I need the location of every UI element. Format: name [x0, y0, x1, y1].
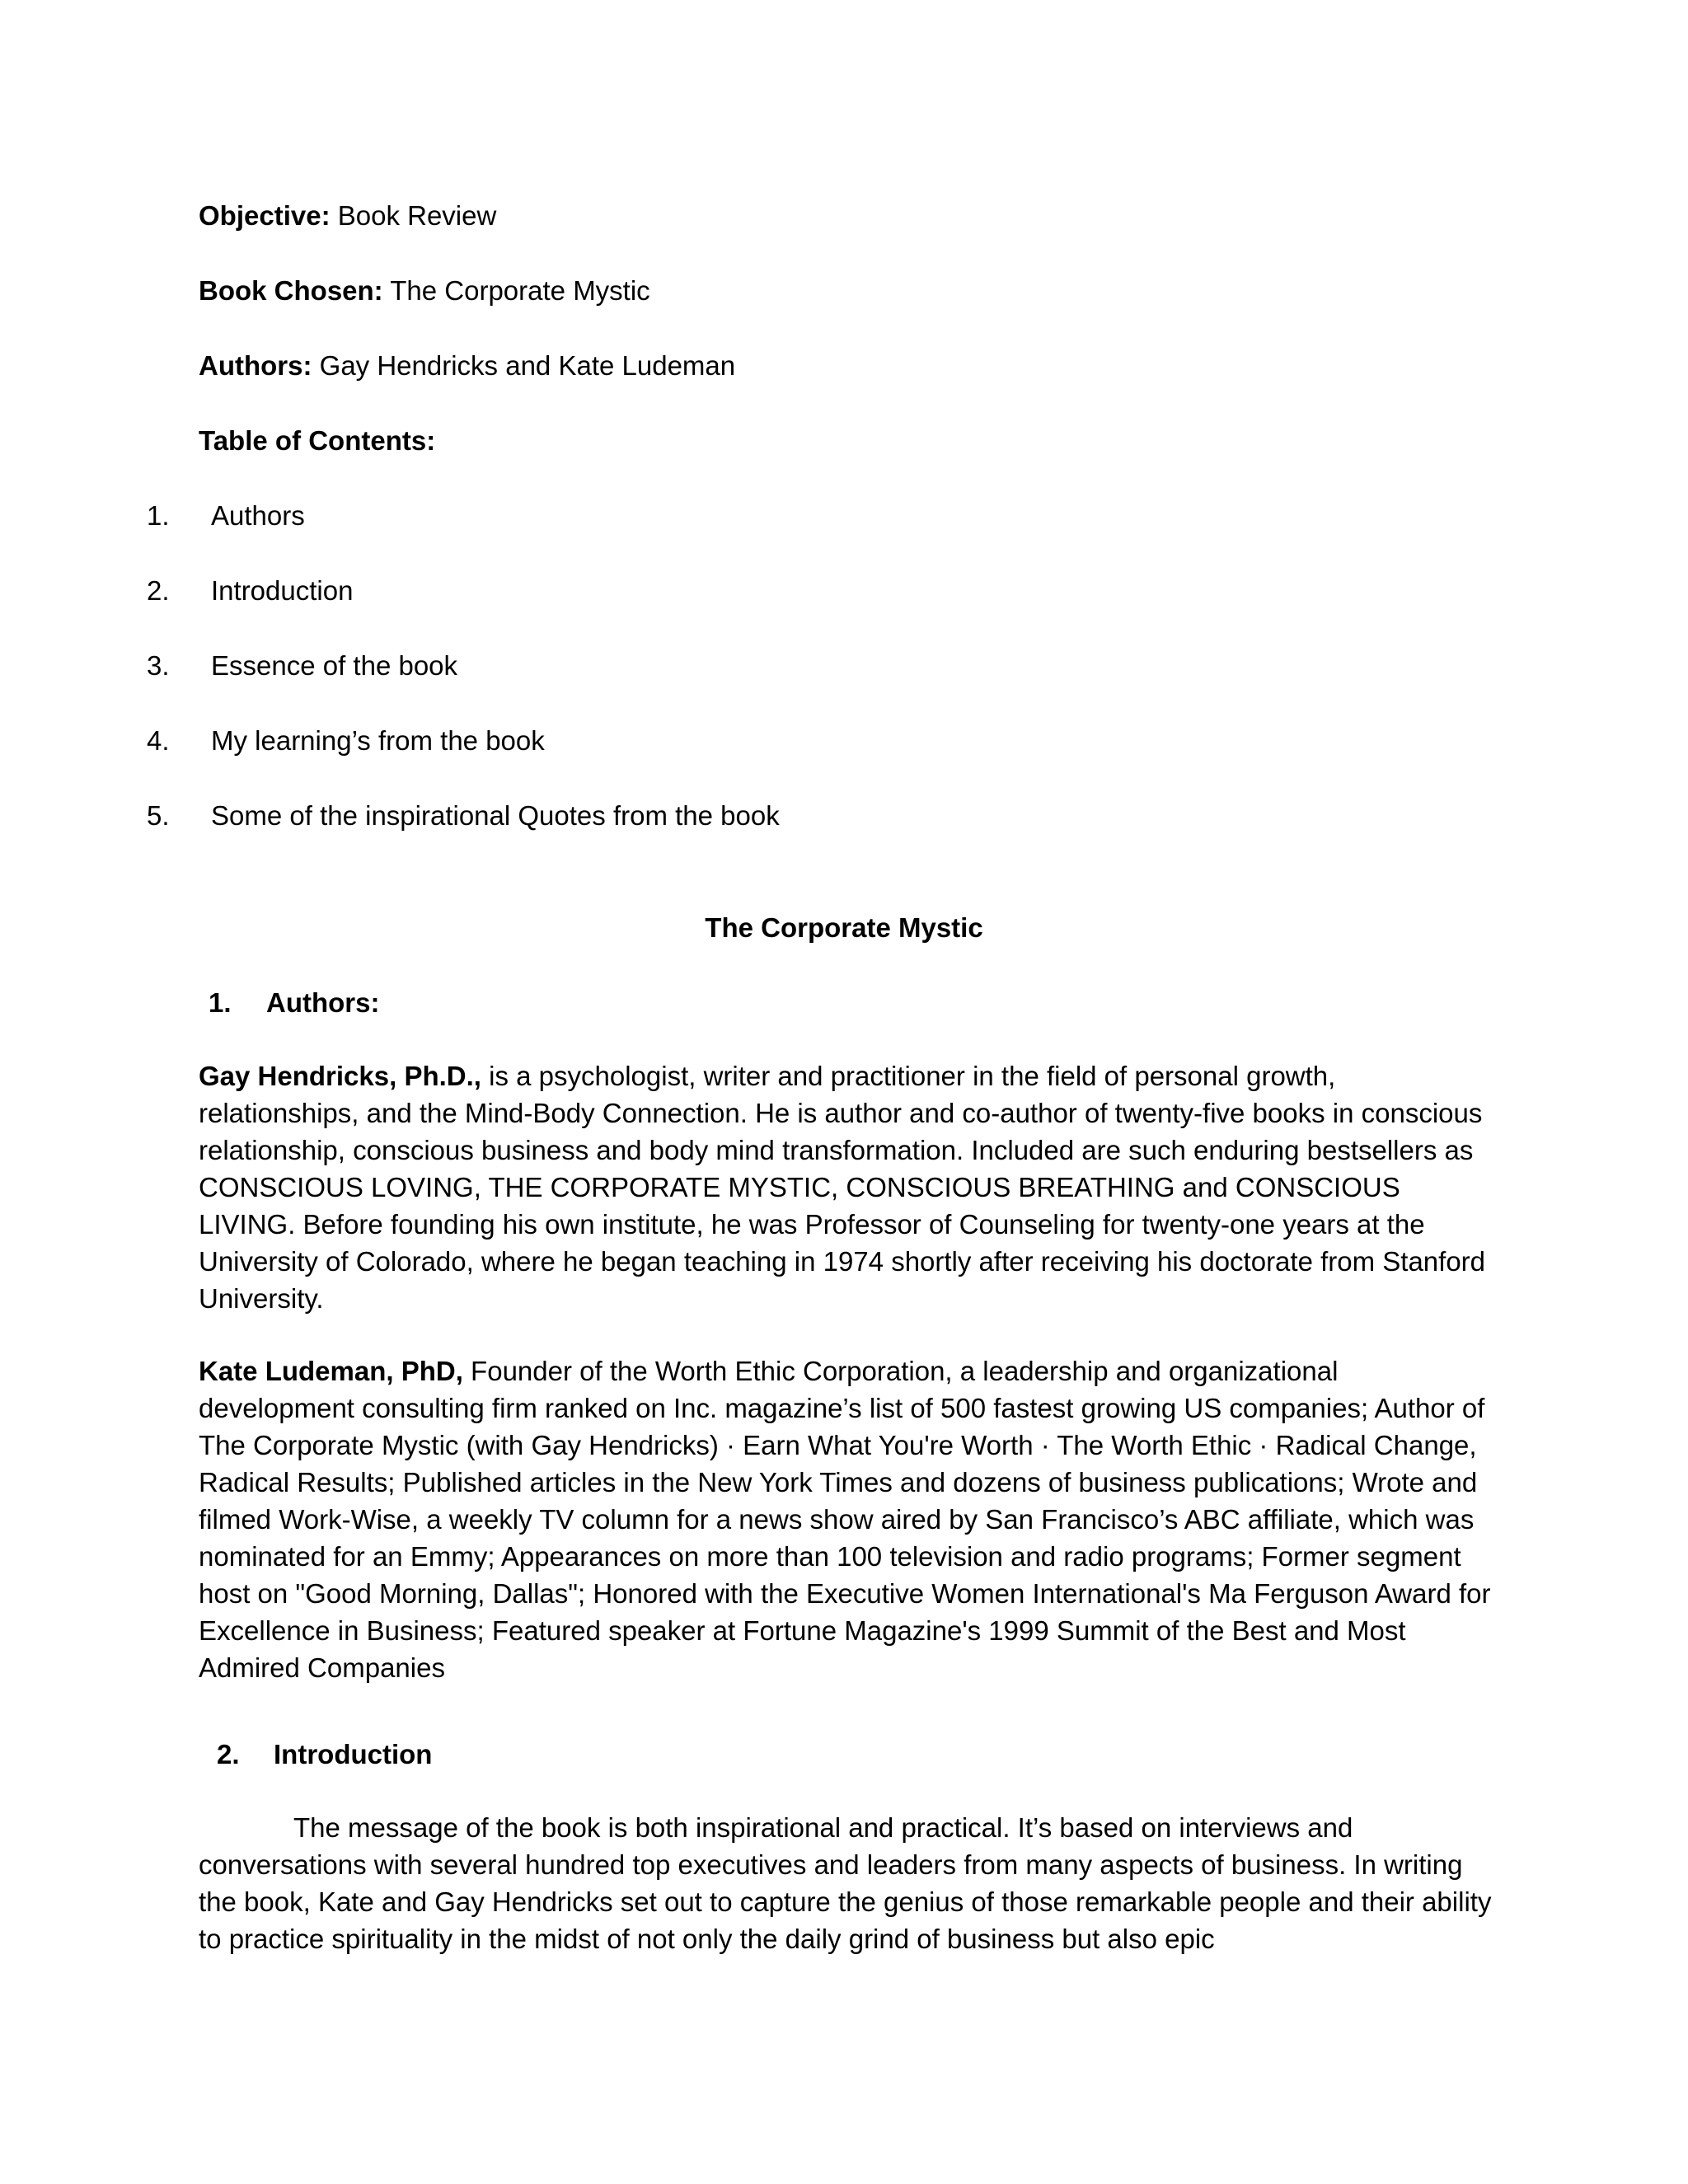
section-number: 2.	[217, 1739, 240, 1769]
toc-number: 3.	[147, 650, 170, 681]
toc-item: Authors	[211, 500, 305, 531]
objective-value: Book Review	[337, 200, 497, 231]
book-chosen-value: The Corporate Mystic	[390, 275, 650, 306]
toc-label: Table of Contents:	[199, 425, 436, 456]
section-heading-introduction: Introduction	[274, 1739, 433, 1769]
toc-item: Introduction	[211, 575, 354, 606]
book-chosen-label: Book Chosen:	[199, 275, 383, 306]
objective-label: Objective:	[199, 200, 331, 231]
book-chosen-line	[199, 277, 650, 304]
toc-number: 1.	[147, 500, 170, 531]
authors-line	[199, 352, 735, 379]
document-title: The Corporate Mystic	[705, 912, 983, 943]
objective-line	[199, 202, 496, 229]
toc-item: Some of the inspirational Quotes from the book	[211, 800, 780, 831]
toc-item: My learning’s from the book	[211, 725, 545, 756]
introduction-paragraph: The message of the book is both inspirational and practical. It’s based on interviews and conversations with several hundred top executives and leaders from many aspects of business. In writing the book, Kate and Gay Hendricks set out to capture the genius of those remarkable people and their ability to practice spirituality in the midst of not only the daily grind of business but also epic	[199, 1812, 1492, 1954]
kate-ludeman-paragraph	[199, 1352, 1501, 1686]
kate-ludeman-name: Kate Ludeman, PhD,	[199, 1356, 463, 1386]
kate-ludeman-bio: Founder of the Worth Ethic Corporation, a leadership and organizational development consulting firm ranked on Inc. magazine’s list of 500 fastest growing US companies; Author of The Corporate Mystic (with Gay Hendricks) · Earn What You're Worth · The Worth Ethic · Radical Change, Radical Results; Published articles in the New York Times and dozens of business publications; Wrote and filmed Work-Wise, a weekly TV column for a news show aired by San Francisco’s ABC affiliate, which was nominated for an Emmy; Appearances on more than 100 television and radio programs; Former segment host on "Good Morning, Dallas"; Honored with the Executive Women International's Ma Ferguson Award for Excellence in Business; Featured speaker at Fortune Magazine's 1999 Summit of the Best and Most Admired Companies	[199, 1356, 1491, 1683]
toc-number: 5.	[147, 800, 170, 831]
section-heading-authors: Authors:	[266, 987, 380, 1018]
section-number: 1.	[209, 987, 232, 1018]
gay-hendricks-bio: is a psychologist, writer and practitioner in the field of personal growth, relationships, and the Mind-Body Connection. He is author and co-author of twenty-five books in conscious relationship, conscious business and body mind transformation. Included are such enduring bestsellers as CONSCIOUS LOVING, THE CORPORATE MYSTIC, CONSCIOUS BREATHING and CONSCIOUS LIVING. Before founding his own institute, he was Professor of Counseling for twenty-one years at the University of Colorado, where he began teaching in 1974 shortly after receiving his doctorate from Stanford University.	[199, 1061, 1486, 1314]
gay-hendricks-name: Gay Hendricks, Ph.D.,	[199, 1061, 481, 1091]
authors-value: Gay Hendricks and Kate Ludeman	[319, 350, 736, 381]
gay-hendricks-paragraph	[199, 1057, 1501, 1317]
toc-number: 2.	[147, 575, 170, 606]
authors-label: Authors:	[199, 350, 312, 381]
toc-number: 4.	[147, 725, 170, 756]
toc-item: Essence of the book	[211, 650, 458, 681]
